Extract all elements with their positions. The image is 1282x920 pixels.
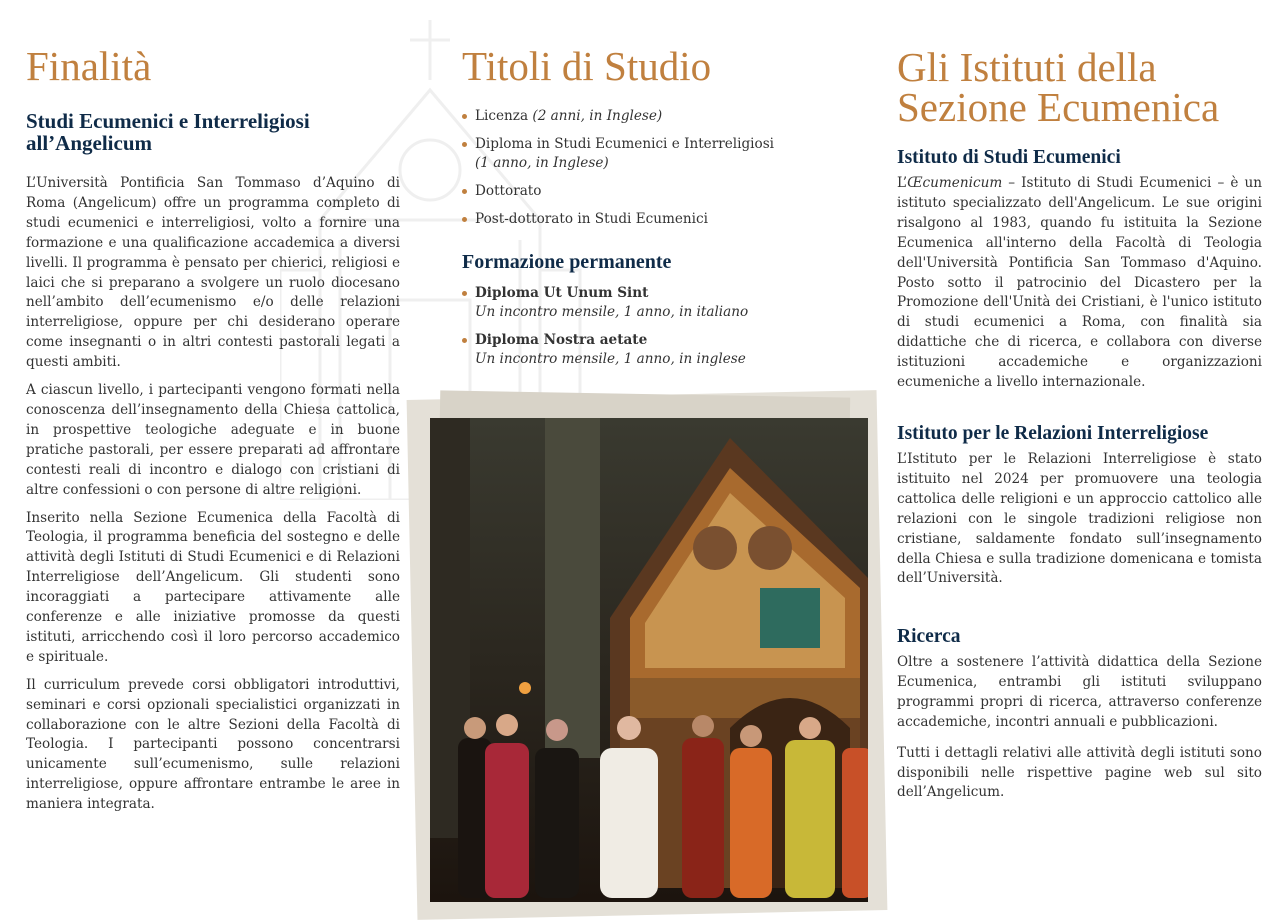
bullet-icon bbox=[462, 217, 467, 222]
degree-name: Post-dottorato in Studi Ecumenici bbox=[475, 211, 708, 227]
diploma-name: Diploma Ut Unum Sint bbox=[475, 285, 649, 301]
section-body: Tutti i dettagli relativi alle attività degli istituti sono disponibili nelle rispettive pagine web sul sito dell’Angelicum. bbox=[897, 744, 1262, 801]
degrees-list bbox=[462, 107, 842, 238]
institutes-title bbox=[897, 44, 1220, 130]
institutes-title-line1: Gli Istituti della bbox=[897, 44, 1157, 90]
list-item bbox=[462, 182, 842, 201]
list-item bbox=[462, 135, 842, 173]
bullet-icon bbox=[462, 291, 467, 296]
section-title: Istituto di Studi Ecumenici bbox=[897, 147, 1121, 168]
research-section bbox=[897, 626, 1262, 803]
photo-illustration bbox=[430, 418, 868, 902]
degree-name: Licenza bbox=[475, 108, 533, 124]
permanent-formation-title: Formazione permanente bbox=[462, 251, 672, 273]
section-body: L’Istituto per le Relazioni Interreligiose è stato istituito nel 2024 per promuovere una teologia cattolica delle religioni e un approccio cattolico alle relazioni con le singole tradizioni religiose non cristiane, saldamente fondato sull’insegnamento della Chiesa e sulla tradizione domenicana e tomista dell’Università. bbox=[897, 451, 1262, 587]
purpose-body bbox=[26, 174, 400, 823]
degree-name: Dottorato bbox=[475, 183, 542, 199]
section-body-rest: – Istituto di Studi Ecumenici – è un istituto specializzato dell'Angelicum. Le sue origini risalgono al 1983, quando fu istituita la Sezione Ecumenica all'interno della Facoltà di Teologia dell'Università Pontificia San Tommaso d'Aquino. Posto sotto il patrocinio del Dicastero per la Promozione dell'Unità dei Cristiani, è l'unico istituto di studi ecumenici a Roma, con finalità sia didattiche che di ricerca, e collabora con diverse istituzioni accademiche e organizzazioni ecumeniche a livello internazionale. bbox=[897, 175, 1262, 391]
bullet-icon bbox=[462, 189, 467, 194]
section-body bbox=[897, 174, 1262, 393]
purpose-title: Finalità bbox=[26, 43, 152, 89]
institutes-title-line2: Sezione Ecumenica bbox=[897, 84, 1220, 130]
purpose-paragraph: Il curriculum prevede corsi obbligatori introduttivi, seminari e corsi opzionali specialistici organizzati in collaborazione con le altre Sezioni della Facoltà di Teologia. I partecipanti possono concentrarsi unicamente sull’ecumenismo, sulle relazioni interreligiose, oppure affrontare entrambe le aree in maniera integrata. bbox=[26, 676, 400, 813]
interreligious-gathering-photo bbox=[430, 418, 868, 902]
bullet-icon bbox=[462, 338, 467, 343]
section-body-italic: Œcumenicum bbox=[907, 175, 1003, 191]
section-body: Oltre a sostenere l’attività didattica della Sezione Ecumenica, entrambi gli istituti sviluppano programmi propri di ricerca, attraverso conferenze accademiche, incontri annuali e pubblicazioni. bbox=[897, 654, 1262, 730]
interreligious-institute-section bbox=[897, 423, 1262, 589]
list-item bbox=[462, 107, 842, 126]
degree-detail: (1 anno, in Inglese) bbox=[475, 155, 609, 171]
bullet-icon bbox=[462, 142, 467, 147]
diploma-detail: Un incontro mensile, 1 anno, in inglese bbox=[475, 351, 746, 367]
purpose-subtitle-line1: Studi Ecumenici e Interreligiosi bbox=[26, 109, 310, 133]
list-item bbox=[462, 284, 842, 322]
section-title: Ricerca bbox=[897, 626, 961, 647]
diploma-name: Diploma Nostra aetate bbox=[475, 332, 648, 348]
purpose-paragraph: Inserito nella Sezione Ecumenica della Facoltà di Teologia, il programma beneficia del sostegno e delle attività degli Istituti di Studi Ecumenici e di Relazioni Interreligiose dell’Angelicum. Gli studenti sono incoraggiati a partecipare attivamente alle conferenze e alle iniziative promosse da questi istituti, arricchendo così il loro percorso accademico e spirituale. bbox=[26, 509, 400, 665]
degree-detail: (2 anni, in Inglese) bbox=[532, 108, 663, 124]
list-item bbox=[462, 210, 842, 229]
list-item bbox=[462, 331, 842, 369]
ecumenical-institute-section bbox=[897, 147, 1262, 393]
section-title: Istituto per le Relazioni Interreligiose bbox=[897, 423, 1209, 444]
permanent-formation-list bbox=[462, 284, 842, 378]
purpose-paragraph: L’Università Pontificia San Tommaso d’Aquino di Roma (Angelicum) offre un programma completo di studi ecumenici e interreligiosi, volto a fornire una formazione e una qualificazione accademica a diversi livelli. Il programma è pensato per chierici, religiosi e laici che si preparano a svolgere un ruolo diocesano nell’ambito dell’ecumenismo e/o delle relazioni interreligiose, oppure per chi desiderano operare come insegnanti o in altri contesti pastorali legati a questi ambiti. bbox=[26, 175, 400, 371]
diploma-detail: Un incontro mensile, 1 anno, in italiano bbox=[475, 304, 749, 320]
purpose-subtitle-line2: all’Angelicum bbox=[26, 131, 152, 155]
purpose-subtitle bbox=[26, 110, 400, 154]
purpose-paragraph: A ciascun livello, i partecipanti vengono formati nella conoscenza dell’insegnamento della Chiesa cattolica, in prospettive teologiche adeguate e in buone pratiche pastorali, per essere preparati ad affrontare contesti reali di incontro e dialogo con cristiani di altre confessioni o con persone di altre religioni. bbox=[26, 382, 400, 498]
bullet-icon bbox=[462, 114, 467, 119]
section-body-prefix: L’ bbox=[897, 175, 908, 191]
degree-name: Diploma in Studi Ecumenici e Interreligiosi bbox=[475, 136, 775, 152]
degrees-title: Titoli di Studio bbox=[462, 43, 712, 89]
